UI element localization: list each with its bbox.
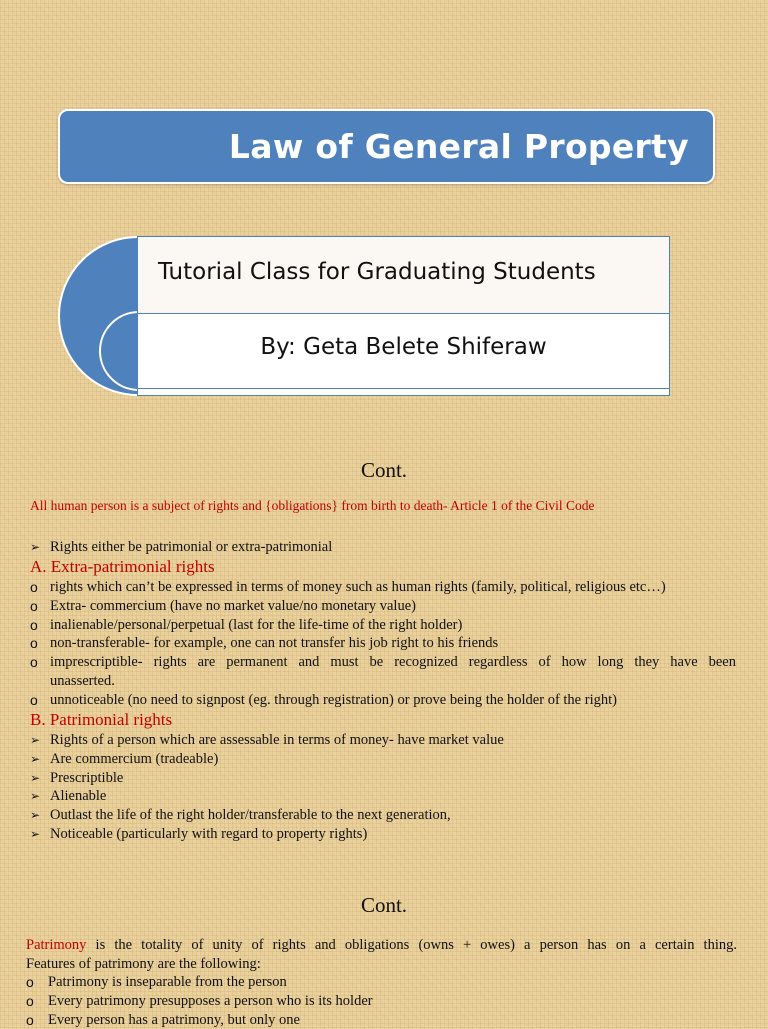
patrimony-term: Patrimony bbox=[26, 937, 87, 953]
list-item: o Every patrimony presupposes a person who is its holder bbox=[26, 993, 373, 1010]
circle-bullet-icon: o bbox=[30, 579, 38, 596]
list-item: o Patrimony is inseparable from the person bbox=[26, 974, 287, 991]
circle-bullet-icon: o bbox=[26, 1011, 34, 1028]
slide2-content bbox=[30, 497, 736, 843]
patrimony-definition: Patrimony is the totality of unity of rights and obligations (owns + owes) a person has on a certain thing. bbox=[26, 937, 737, 953]
circle-bullet-icon: o bbox=[30, 616, 38, 633]
list-item: ➢ Alienable bbox=[30, 788, 107, 805]
slide2-heading: Cont. bbox=[360, 458, 408, 482]
arrow-bullet-icon: ➢ bbox=[30, 826, 41, 841]
slide3-heading: Cont. bbox=[360, 893, 408, 917]
arrow-bullet-icon: ➢ bbox=[30, 733, 41, 748]
subtitle-text: Tutorial Class for Graduating Students bbox=[158, 259, 596, 285]
section-a-heading: A. Extra-patrimonial rights bbox=[30, 557, 215, 577]
list-item: ➢ Noticeable (particularly with regard to property rights) bbox=[30, 825, 368, 842]
list-item: ➢ Are commercium (tradeable) bbox=[30, 750, 219, 767]
arrow-bullet-icon: ➢ bbox=[30, 751, 41, 766]
section-b-heading: B. Patrimonial rights bbox=[30, 710, 173, 730]
circle-bullet-icon: o bbox=[30, 635, 38, 652]
list-item: o non-transferable- for example, one can not transfer his job right to his friends bbox=[30, 635, 499, 652]
circle-bullet-icon: o bbox=[30, 691, 38, 708]
list-item: ➢ Outlast the life of the right holder/transferable to the next generation, bbox=[30, 806, 451, 823]
arrow-bullet-icon: ➢ bbox=[30, 539, 41, 554]
slide3-content bbox=[26, 936, 737, 1029]
list-item: o inalienable/personal/perpetual (last for the life-time of the right holder) bbox=[30, 616, 463, 633]
list-item: o imprescriptible- rights are permanent and must be recognized regardless of how long they have been bbox=[30, 654, 736, 671]
author-box bbox=[137, 313, 670, 389]
author-text: By: Geta Belete Shiferaw bbox=[260, 334, 547, 360]
list-item-continuation: unasserted. bbox=[50, 672, 115, 689]
circle-bullet-icon: o bbox=[26, 993, 34, 1010]
arrow-bullet-icon: ➢ bbox=[30, 770, 41, 785]
title-banner bbox=[58, 109, 715, 184]
list-item: ➢ Rights either be patrimonial or extra-patrimonial bbox=[30, 538, 333, 555]
slide-title: Law of General Property bbox=[228, 127, 689, 166]
list-item: o Extra- commercium (have no market value/no monetary value) bbox=[30, 598, 416, 615]
list-item: ➢ Rights of a person which are assessable in terms of money- have market value bbox=[30, 732, 504, 749]
list-item: o unnoticeable (no need to signpost (eg. through registration) or prove being the holder of the right) bbox=[30, 691, 617, 708]
arrow-bullet-icon: ➢ bbox=[30, 807, 41, 822]
list-item: o rights which can’t be expressed in terms of money such as human rights (family, political, religious etc…) bbox=[30, 579, 666, 596]
arrow-bullet-icon: ➢ bbox=[30, 789, 41, 804]
list-item: o Every person has a patrimony, but only one bbox=[26, 1011, 300, 1028]
author-box-strip bbox=[137, 389, 670, 396]
circle-bullet-icon: o bbox=[30, 654, 38, 671]
circle-bullet-icon: o bbox=[26, 974, 34, 991]
circle-bullet-icon: o bbox=[30, 598, 38, 615]
intro-text: All human person is a subject of rights and {obligations} from birth to death- Article 1 of the Civil Code bbox=[30, 498, 595, 513]
subtitle-box bbox=[137, 236, 670, 313]
list-item: ➢ Prescriptible bbox=[30, 769, 124, 786]
features-intro: Features of patrimony are the following: bbox=[26, 955, 261, 972]
